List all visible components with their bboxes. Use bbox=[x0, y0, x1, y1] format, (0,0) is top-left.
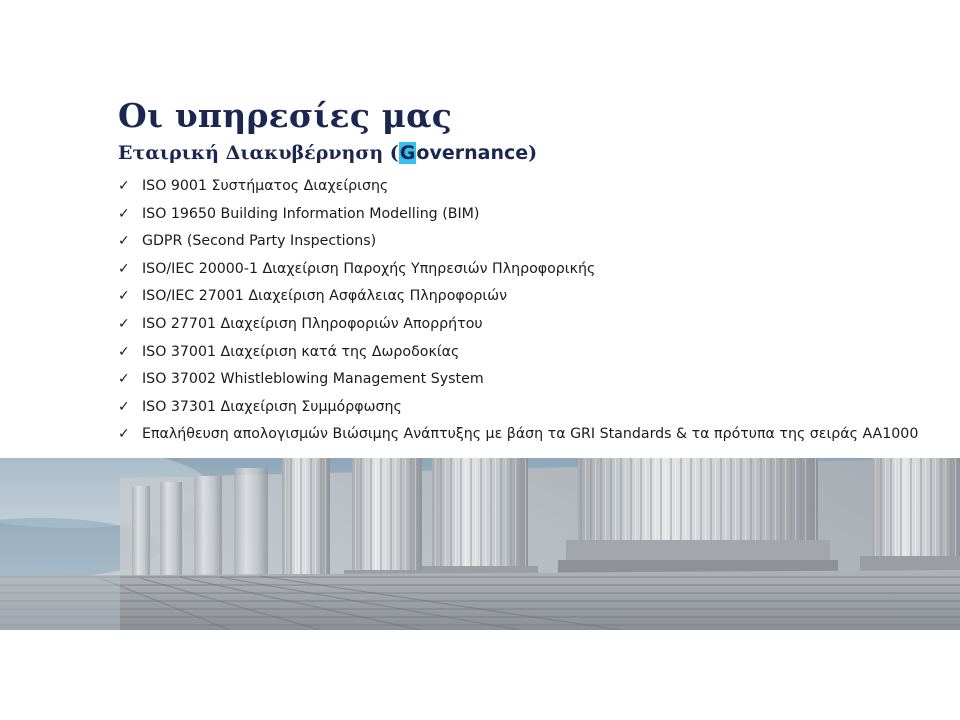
service-item bbox=[118, 339, 918, 367]
service-item-label: GDPR (Second Party Inspections) bbox=[142, 233, 377, 250]
service-item-label: ISO 37001 Διαχείριση κατά της Δωροδοκίας bbox=[142, 343, 460, 360]
service-item bbox=[118, 394, 918, 422]
service-item-label: ISO/IEC 27001 Διαχείριση Ασφάλειας Πληροφοριών bbox=[142, 288, 508, 305]
service-item-label: ISO 19650 Building Information Modelling (BIM) bbox=[142, 205, 480, 222]
checkmark-icon: ✓ bbox=[118, 205, 130, 222]
slide-subtitle bbox=[118, 142, 537, 164]
services-checklist bbox=[118, 173, 918, 449]
service-item-label: ISO/IEC 20000-1 Διαχείριση Παροχής Υπηρεσιών Πληροφορικής bbox=[142, 260, 596, 277]
service-item-label: ISO 37002 Whistleblowing Management System bbox=[142, 371, 484, 388]
checkmark-icon: ✓ bbox=[118, 343, 130, 360]
subtitle-word-rest: overnance bbox=[416, 142, 529, 164]
service-item-label: ISO 27701 Διαχείριση Πληροφοριών Απορρήτου bbox=[142, 315, 483, 332]
checkmark-icon: ✓ bbox=[118, 233, 130, 250]
slide-title: Οι υπηρεσίες μας bbox=[118, 96, 453, 135]
subtitle-suffix: ) bbox=[528, 142, 538, 164]
service-item-label: ISO 9001 Συστήματος Διαχείρισης bbox=[142, 178, 389, 194]
checkmark-icon: ✓ bbox=[118, 315, 130, 332]
service-item bbox=[118, 421, 918, 449]
service-item-label: ISO 37301 Διαχείριση Συμμόρφωσης bbox=[142, 398, 402, 415]
text-selection-highlight: G bbox=[399, 142, 416, 164]
checkmark-icon: ✓ bbox=[118, 288, 130, 305]
checkmark-icon: ✓ bbox=[118, 398, 130, 415]
service-item-label: Επαλήθευση απολογισμών Βιώσιμης Ανάπτυξης με βάση τα GRI Standards & τα πρότυπα της σειράς AA1000 bbox=[142, 426, 919, 443]
service-item bbox=[118, 311, 918, 339]
columns-photo bbox=[0, 458, 960, 630]
checkmark-icon: ✓ bbox=[118, 426, 130, 443]
subtitle-prefix: Εταιρική Διακυβέρνηση ( bbox=[118, 142, 399, 164]
service-item bbox=[118, 283, 918, 311]
checkmark-icon: ✓ bbox=[118, 260, 130, 277]
service-item bbox=[118, 366, 918, 394]
service-item bbox=[118, 173, 918, 201]
subtitle-governance bbox=[399, 142, 528, 164]
checkmark-icon: ✓ bbox=[118, 371, 130, 388]
service-item bbox=[118, 256, 918, 284]
checkmark-icon: ✓ bbox=[118, 178, 130, 194]
service-item bbox=[118, 201, 918, 229]
service-item bbox=[118, 228, 918, 256]
classical-columns-photo-icon bbox=[0, 458, 960, 630]
